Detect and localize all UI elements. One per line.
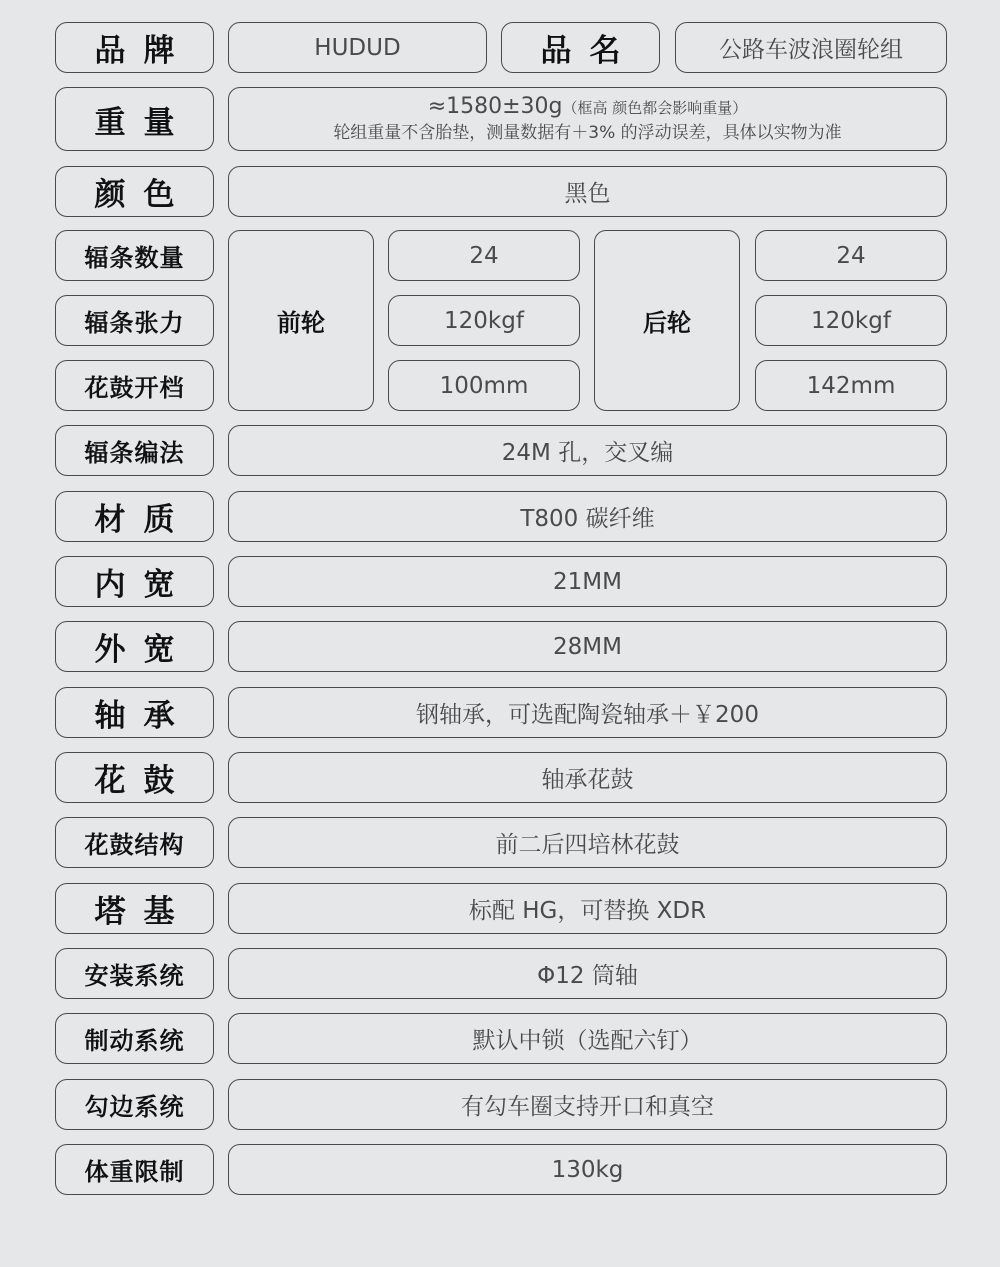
spec-label-material: 材质 (55, 491, 214, 542)
color-label: 颜色 (55, 166, 214, 217)
rear-wheel-label: 后轮 (594, 230, 740, 411)
rear-hub-spacing: 142mm (755, 360, 947, 411)
spec-value-bearing: 钢轴承，可选配陶瓷轴承＋￥200 (228, 687, 947, 738)
spec-label-weight-limit: 体重限制 (55, 1144, 214, 1195)
front-hub-spacing: 100mm (388, 360, 580, 411)
spec-value-weight-limit: 130kg (228, 1144, 947, 1195)
product-label: 品名 (501, 22, 660, 73)
spec-label-freehub: 塔基 (55, 883, 214, 934)
weight-detail: 轮组重量不含胎垫，测量数据有＋3% 的浮动误差，具体以实物为准 (333, 122, 842, 143)
spec-label-rim-hook: 勾边系统 (55, 1079, 214, 1130)
spec-label-bearing: 轴承 (55, 687, 214, 738)
spec-value-inner-width: 21MM (228, 556, 947, 607)
spec-label-inner-width: 内宽 (55, 556, 214, 607)
spec-value-brake: 默认中锁（选配六钉） (228, 1013, 947, 1064)
weight-label: 重量 (55, 87, 214, 151)
brand-value: HUDUD (228, 22, 487, 73)
spec-value-material: T800 碳纤维 (228, 491, 947, 542)
hub-spacing-label: 花鼓开档 (55, 360, 214, 411)
spec-label-lacing: 辐条编法 (55, 425, 214, 476)
spec-value-hub-structure: 前二后四培林花鼓 (228, 817, 947, 868)
rear-spoke-tension: 120kgf (755, 295, 947, 346)
spec-label-hub: 花鼓 (55, 752, 214, 803)
weight-value: ≈1580±30g (427, 93, 563, 119)
spec-label-outer-width: 外宽 (55, 621, 214, 672)
weight-note: （框高 颜色都会影响重量） (562, 98, 748, 117)
spec-label-brake: 制动系统 (55, 1013, 214, 1064)
spec-value-mounting: Φ12 筒轴 (228, 948, 947, 999)
weight-value-box (228, 87, 947, 151)
front-wheel-label: 前轮 (228, 230, 374, 411)
spoke-tension-label: 辐条张力 (55, 295, 214, 346)
spec-value-rim-hook: 有勾车圈支持开口和真空 (228, 1079, 947, 1130)
spec-label-mounting: 安装系统 (55, 948, 214, 999)
color-value: 黑色 (228, 166, 947, 217)
product-value: 公路车波浪圈轮组 (675, 22, 947, 73)
front-spoke-tension: 120kgf (388, 295, 580, 346)
front-spoke-count: 24 (388, 230, 580, 281)
spoke-count-label: 辐条数量 (55, 230, 214, 281)
spec-value-lacing: 24M 孔，交叉编 (228, 425, 947, 476)
spec-value-freehub: 标配 HG，可替换 XDR (228, 883, 947, 934)
spec-value-hub: 轴承花鼓 (228, 752, 947, 803)
weight-main (428, 94, 748, 121)
rear-spoke-count: 24 (755, 230, 947, 281)
spec-value-outer-width: 28MM (228, 621, 947, 672)
spec-label-hub-structure: 花鼓结构 (55, 817, 214, 868)
brand-label: 品牌 (55, 22, 214, 73)
